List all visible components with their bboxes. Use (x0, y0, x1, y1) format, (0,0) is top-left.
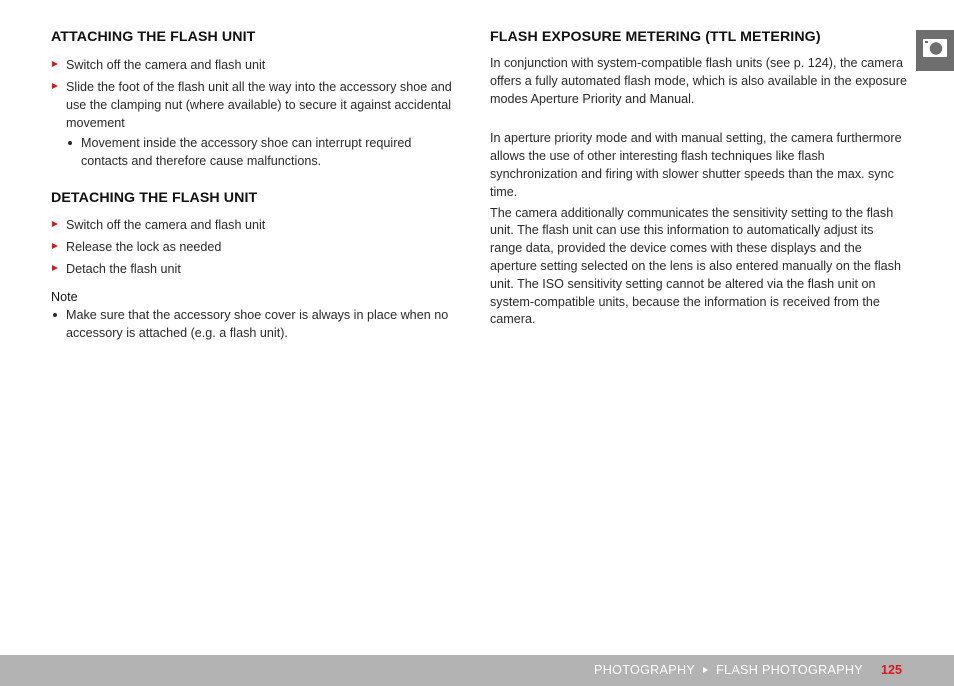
note-label: Note (51, 290, 78, 304)
list-item: Movement inside the accessory shoe can interrupt required contacts and therefore cause malfunctions. (66, 134, 461, 170)
list-item: Slide the foot of the flash unit all the way into the accessory shoe and use the clamping nut (where available) to secure it against accidental movement (51, 78, 461, 132)
paragraph: In aperture priority mode and with manual setting, the camera furthermore allows the use of other interesting flash techniques like flash synchronization and firing with slower shutter speeds than the max. sync time. (490, 131, 902, 199)
list-item: Switch off the camera and flash unit (51, 216, 461, 234)
page-number: 125 (881, 663, 903, 677)
breadcrumb-arrow-icon (703, 667, 708, 673)
chapter-tab (916, 30, 954, 71)
paragraph: In conjunction with system-compatible flash units (see p. 124), the camera offers a fully automated flash mode, which is also available in the exposure modes Aperture Priority and Manual. (490, 56, 907, 106)
list-item: Switch off the camera and flash unit (51, 56, 461, 74)
breadcrumb (594, 655, 863, 686)
paragraph: The camera additionally communicates the sensitivity setting to the flash unit. The flash unit can use this information to automatically adjust its range data, provided the device comes with these displays and the aperture setting selected on the lens is also entered manually on the flash unit. The ISO sensitivity setting cannot be altered via the flash unit on system-compatible units, because the information is received from the camera. (490, 205, 901, 327)
breadcrumb-subsection: FLASH PHOTOGRAPHY (716, 663, 863, 677)
arrow-bullet-icon (52, 221, 58, 227)
arrow-bullet-icon (52, 83, 58, 89)
list-item: Release the lock as needed (51, 238, 461, 256)
right-column (490, 29, 908, 329)
list-item: Make sure that the accessory shoe cover is always in place when no accessory is attached (e.g. a flash unit). (51, 306, 461, 342)
footer-bar (0, 655, 954, 686)
list-item: Detach the flash unit (51, 260, 461, 278)
note-list (51, 306, 461, 342)
arrow-bullet-icon (52, 243, 58, 249)
detaching-heading: DETACHING THE FLASH UNIT (51, 190, 258, 206)
attaching-steps (51, 56, 461, 170)
arrow-bullet-icon (52, 61, 58, 67)
left-column (51, 29, 461, 342)
arrow-bullet-icon (52, 265, 58, 271)
bullet-dot-icon (53, 313, 57, 317)
detaching-steps (51, 216, 461, 278)
bullet-dot-icon (68, 141, 72, 145)
attaching-heading: ATTACHING THE FLASH UNIT (51, 29, 256, 45)
ttl-metering-heading: FLASH EXPOSURE METERING (TTL METERING) (490, 29, 821, 45)
camera-icon (923, 39, 947, 62)
breadcrumb-section: PHOTOGRAPHY (594, 663, 696, 677)
